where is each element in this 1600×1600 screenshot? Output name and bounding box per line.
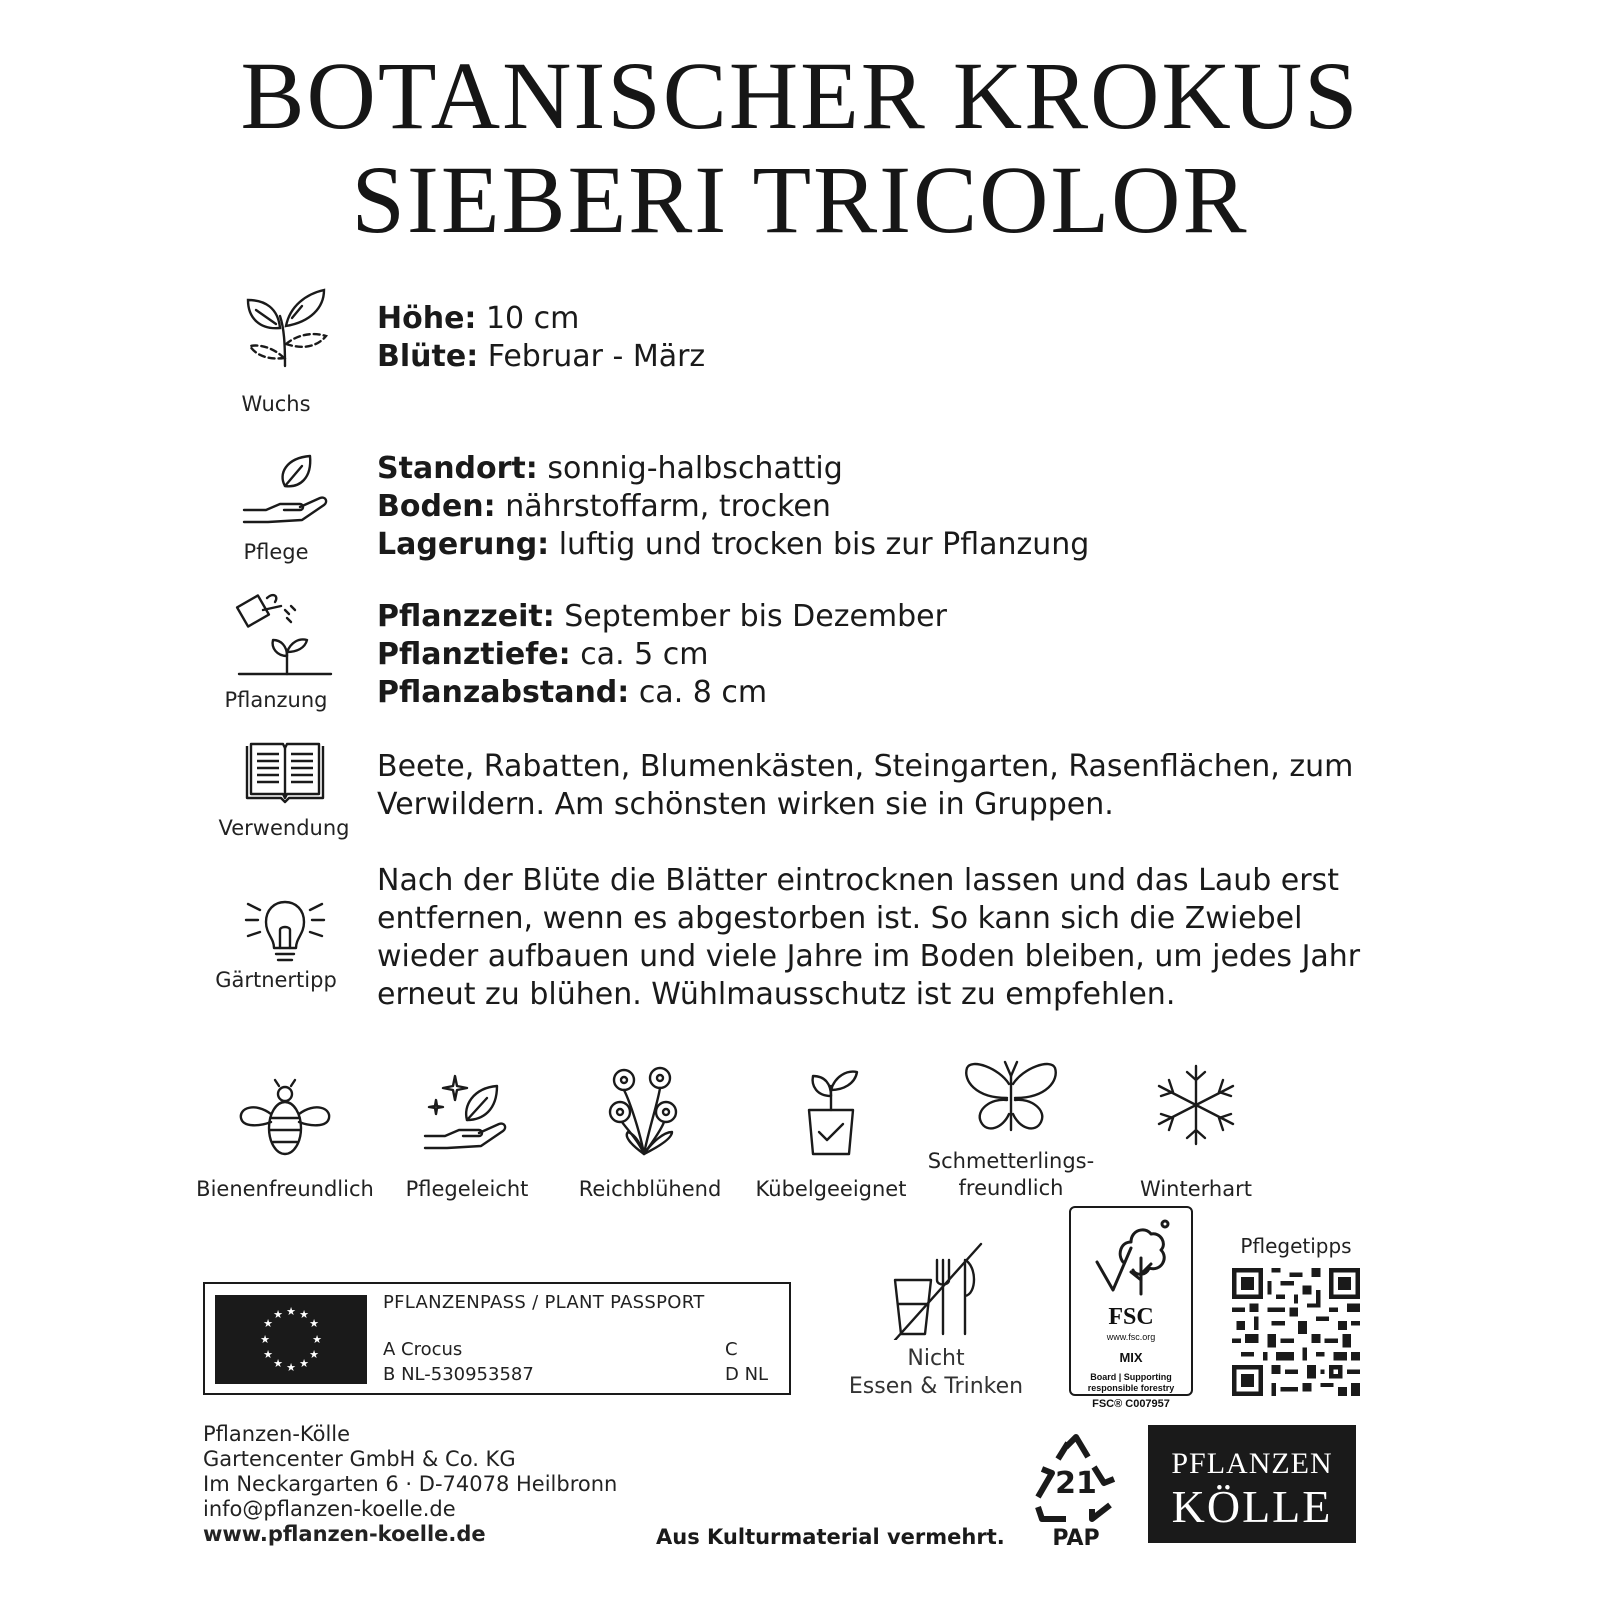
- pflanzzeit-label: Pflanzzeit:: [377, 599, 555, 634]
- pflanzzeit-value: September bis Dezember: [554, 599, 947, 634]
- verwendung-line-2: Verwildern. Am schönsten wirken sie in Gruppen.: [377, 787, 1114, 822]
- standort-value: sonnig-halbschattig: [537, 451, 843, 486]
- product-title-line-1: BOTANISCHER KROKUS: [240, 42, 1360, 149]
- snowflake-icon: [1101, 1062, 1291, 1148]
- svg-text:★: ★: [299, 1357, 309, 1370]
- svg-text:★: ★: [286, 1361, 296, 1374]
- feature-label-pflegeleicht: Pflegeleicht: [405, 1177, 529, 1201]
- origin-note: Aus Kulturmaterial vermehrt.: [656, 1525, 1005, 1549]
- svg-text:★: ★: [309, 1317, 319, 1330]
- address-line-1: Pflanzen-Kölle: [203, 1422, 351, 1446]
- boden-row: [377, 488, 1337, 526]
- verwendung-line-1: Beete, Rabatten, Blumenkästen, Steingarten, Rasenflächen, zum: [377, 749, 1354, 784]
- section-label-gaertnertipp: Gärtnertipp: [215, 968, 337, 992]
- logo-line-2: KÖLLE: [1171, 1481, 1333, 1532]
- address-email[interactable]: info@pflanzen-koelle.de: [203, 1497, 456, 1521]
- lightbulb-icon: [230, 890, 340, 966]
- boden-value: nährstoffarm, trocken: [495, 489, 831, 524]
- fsc-mix: MIX: [1119, 1350, 1143, 1365]
- recycling-icon: [1030, 1433, 1122, 1529]
- recycling-number: 21: [1055, 1466, 1097, 1501]
- pflanztiefe-value: ca. 5 cm: [570, 637, 709, 672]
- hoehe-row: [377, 300, 1337, 338]
- book-icon: [230, 742, 340, 806]
- logo-line-1: PFLANZEN: [1171, 1447, 1333, 1480]
- hoehe-label: Höhe:: [377, 301, 477, 336]
- feature-row: [0, 1060, 1600, 1200]
- svg-text:★: ★: [273, 1357, 283, 1370]
- fsc-board-line-2: responsible forestry: [1087, 1383, 1175, 1393]
- watering-can-icon: [230, 590, 340, 676]
- bluete-value: Februar - März: [478, 339, 706, 374]
- plant-icon: [230, 288, 340, 368]
- hand-sparkle-leaf-icon: [372, 1070, 562, 1156]
- fsc-url: www.fsc.org: [1106, 1332, 1156, 1342]
- standort-label: Standort:: [377, 451, 538, 486]
- product-title-line-2: SIEBERI TRICOLOR: [351, 146, 1249, 253]
- warning-line-2: Essen & Trinken: [848, 1374, 1024, 1399]
- potted-plant-icon: [736, 1062, 926, 1156]
- fsc-label: [1069, 1206, 1193, 1410]
- lagerung-label: Lagerung:: [377, 527, 550, 562]
- passport-heading: PFLANZENPASS / PLANT PASSPORT: [383, 1292, 705, 1313]
- lagerung-value: luftig und trocken bis zur Pflanzung: [549, 527, 1090, 562]
- svg-text:★: ★: [299, 1308, 309, 1321]
- pflanzabstand-label: Pflanzabstand:: [377, 675, 630, 710]
- pflanzzeit-row: [377, 598, 1337, 636]
- address-line-2: Gartencenter GmbH & Co. KG: [203, 1447, 516, 1471]
- tipp-line-2: entfernen, wenn es abgestorben ist. So kann sich die Zwiebel: [377, 901, 1303, 936]
- fsc-code: FSC® C007957: [1092, 1398, 1170, 1410]
- section-label-pflanzung: Pflanzung: [224, 688, 328, 712]
- fsc-board: [1071, 1372, 1191, 1394]
- fsc-brand: FSC: [1108, 1304, 1154, 1330]
- address-website[interactable]: www.pflanzen-koelle.de: [203, 1522, 486, 1546]
- section-label-wuchs: Wuchs: [241, 392, 311, 416]
- feature-label-line-2: freundlich: [958, 1176, 1064, 1200]
- bluete-row: [377, 338, 1337, 376]
- svg-text:★: ★: [286, 1305, 296, 1318]
- pflanzabstand-row: [377, 674, 1337, 712]
- flowers-icon: [555, 1062, 745, 1156]
- svg-text:★: ★: [309, 1348, 319, 1361]
- svg-text:★: ★: [312, 1333, 322, 1346]
- svg-text:★: ★: [263, 1348, 273, 1361]
- svg-text:★: ★: [260, 1333, 270, 1346]
- pflanzabstand-value: ca. 8 cm: [629, 675, 768, 710]
- passport-b: B NL-530953587: [383, 1364, 534, 1385]
- qr-label: Pflegetipps: [1240, 1234, 1352, 1258]
- feature-label-line-1: Schmetterlings-: [927, 1149, 1095, 1173]
- brand-logo: [1148, 1425, 1356, 1543]
- feature-label-kuebelgeeignet: Kübelgeeignet: [755, 1177, 907, 1201]
- tipp-line-4: erneut zu blühen. Wühlmausschutz ist zu empfehlen.: [377, 977, 1176, 1012]
- pflanztiefe-row: [377, 636, 1337, 674]
- no-eating-drinking-icon: [856, 1240, 1016, 1344]
- passport-d: D NL: [725, 1364, 769, 1385]
- hand-leaf-icon: [230, 452, 340, 528]
- pflanztiefe-label: Pflanztiefe:: [377, 637, 571, 672]
- svg-text:★: ★: [273, 1308, 283, 1321]
- lagerung-row: [377, 526, 1337, 564]
- fsc-board-line-1: Board | Supporting: [1090, 1372, 1172, 1382]
- section-label-verwendung: Verwendung: [218, 816, 350, 840]
- butterfly-icon: [916, 1058, 1106, 1138]
- feature-label-reichbluehend: Reichblühend: [578, 1177, 722, 1201]
- company-address: [203, 1422, 617, 1547]
- plant-passport: [203, 1282, 791, 1395]
- boden-label: Boden:: [377, 489, 496, 524]
- section-label-pflege: Pflege: [243, 540, 309, 564]
- feature-label-bienenfreundlich: Bienenfreundlich: [196, 1177, 374, 1201]
- passport-a: A Crocus: [383, 1339, 463, 1360]
- qr-code-icon[interactable]: [1232, 1268, 1360, 1396]
- feature-label-winterhart: Winterhart: [1140, 1177, 1252, 1201]
- svg-text:★: ★: [263, 1317, 273, 1330]
- tipp-line-1: Nach der Blüte die Blätter eintrocknen lassen und das Laub erst: [377, 863, 1339, 898]
- recycling-material: PAP: [1052, 1526, 1100, 1551]
- passport-c: C: [725, 1339, 738, 1360]
- warning-line-1: Nicht: [907, 1346, 965, 1371]
- eu-stars: [215, 1295, 367, 1384]
- bluete-label: Blüte:: [377, 339, 479, 374]
- address-line-3: Im Neckargarten 6 · D-74078 Heilbronn: [203, 1472, 618, 1496]
- tipp-line-3: wieder aufbauen und viele Jahre im Boden bleiben, um jedes Jahr: [377, 939, 1361, 974]
- standort-row: [377, 450, 1337, 488]
- bee-icon: [190, 1078, 380, 1158]
- hoehe-value: 10 cm: [476, 301, 580, 336]
- eu-flag-icon: [215, 1295, 367, 1384]
- fsc-tree-icon: [1091, 1218, 1171, 1304]
